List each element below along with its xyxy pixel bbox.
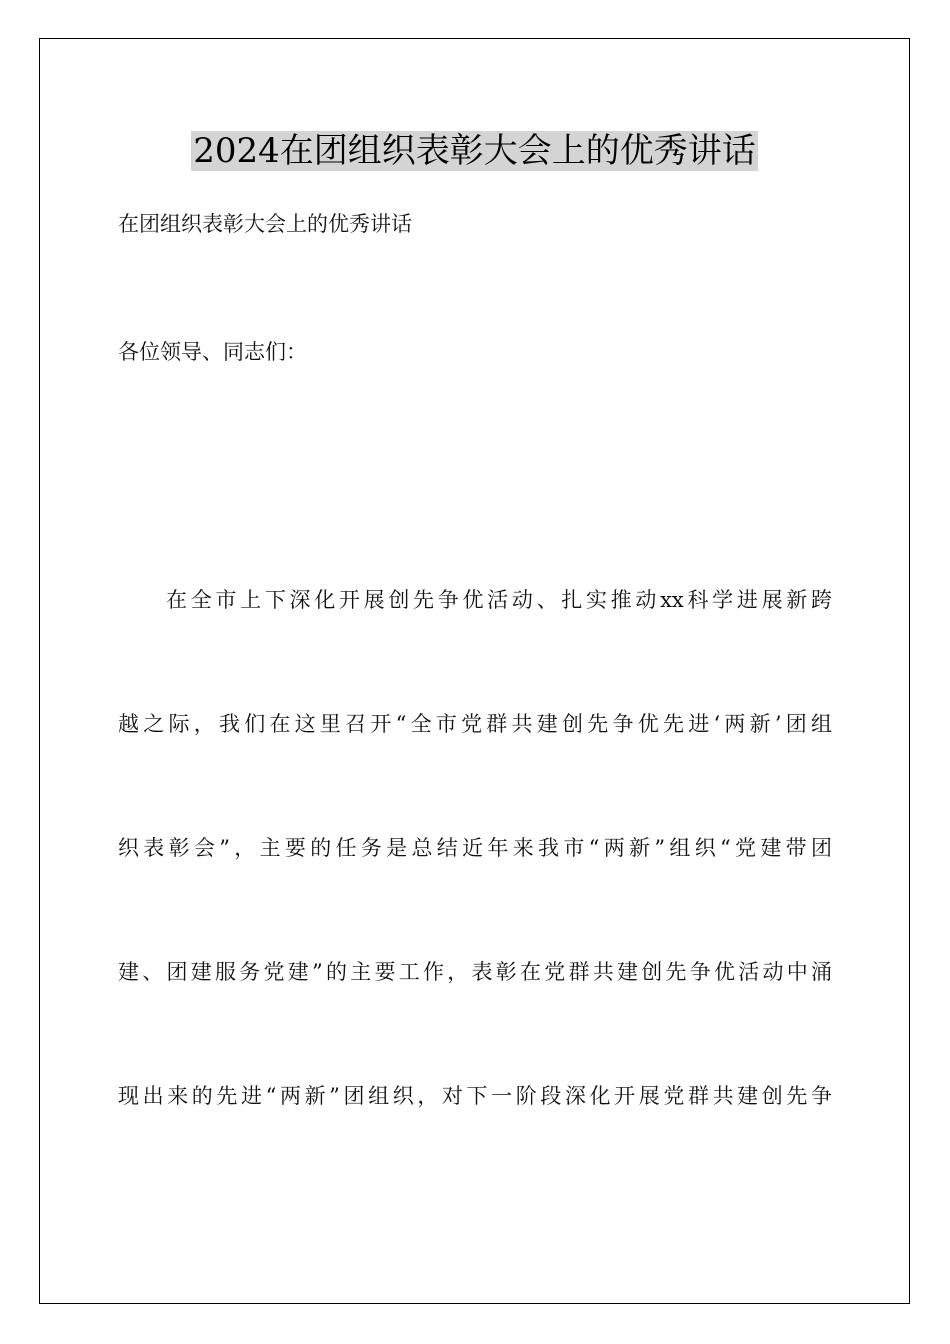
document-title-text: 2024在团组织表彰大会上的优秀讲话	[193, 131, 756, 171]
document-title	[40, 129, 909, 173]
body-line-5: 现出来的先进“两新”团组织，对下一阶段深化开展党群共建创先争	[118, 1084, 832, 1108]
document-subtitle: 在团组织表彰大会上的优秀讲话	[118, 212, 412, 236]
body-line-1: 在全市上下深化开展创先争优活动、扎实推动xx科学进展新跨	[166, 588, 832, 612]
body-line-4: 建、团建服务党建”的主要工作，表彰在党群共建创先争优活动中涌	[118, 960, 832, 984]
document-page	[39, 38, 910, 1304]
body-line-2: 越之际，我们在这里召开“全市党群共建创先争优先进‘两新’团组	[118, 712, 832, 736]
document-greeting: 各位领导、同志们：	[118, 340, 307, 364]
body-line-3: 织表彰会”，主要的任务是总结近年来我市“两新”组织“党建带团	[118, 836, 832, 860]
